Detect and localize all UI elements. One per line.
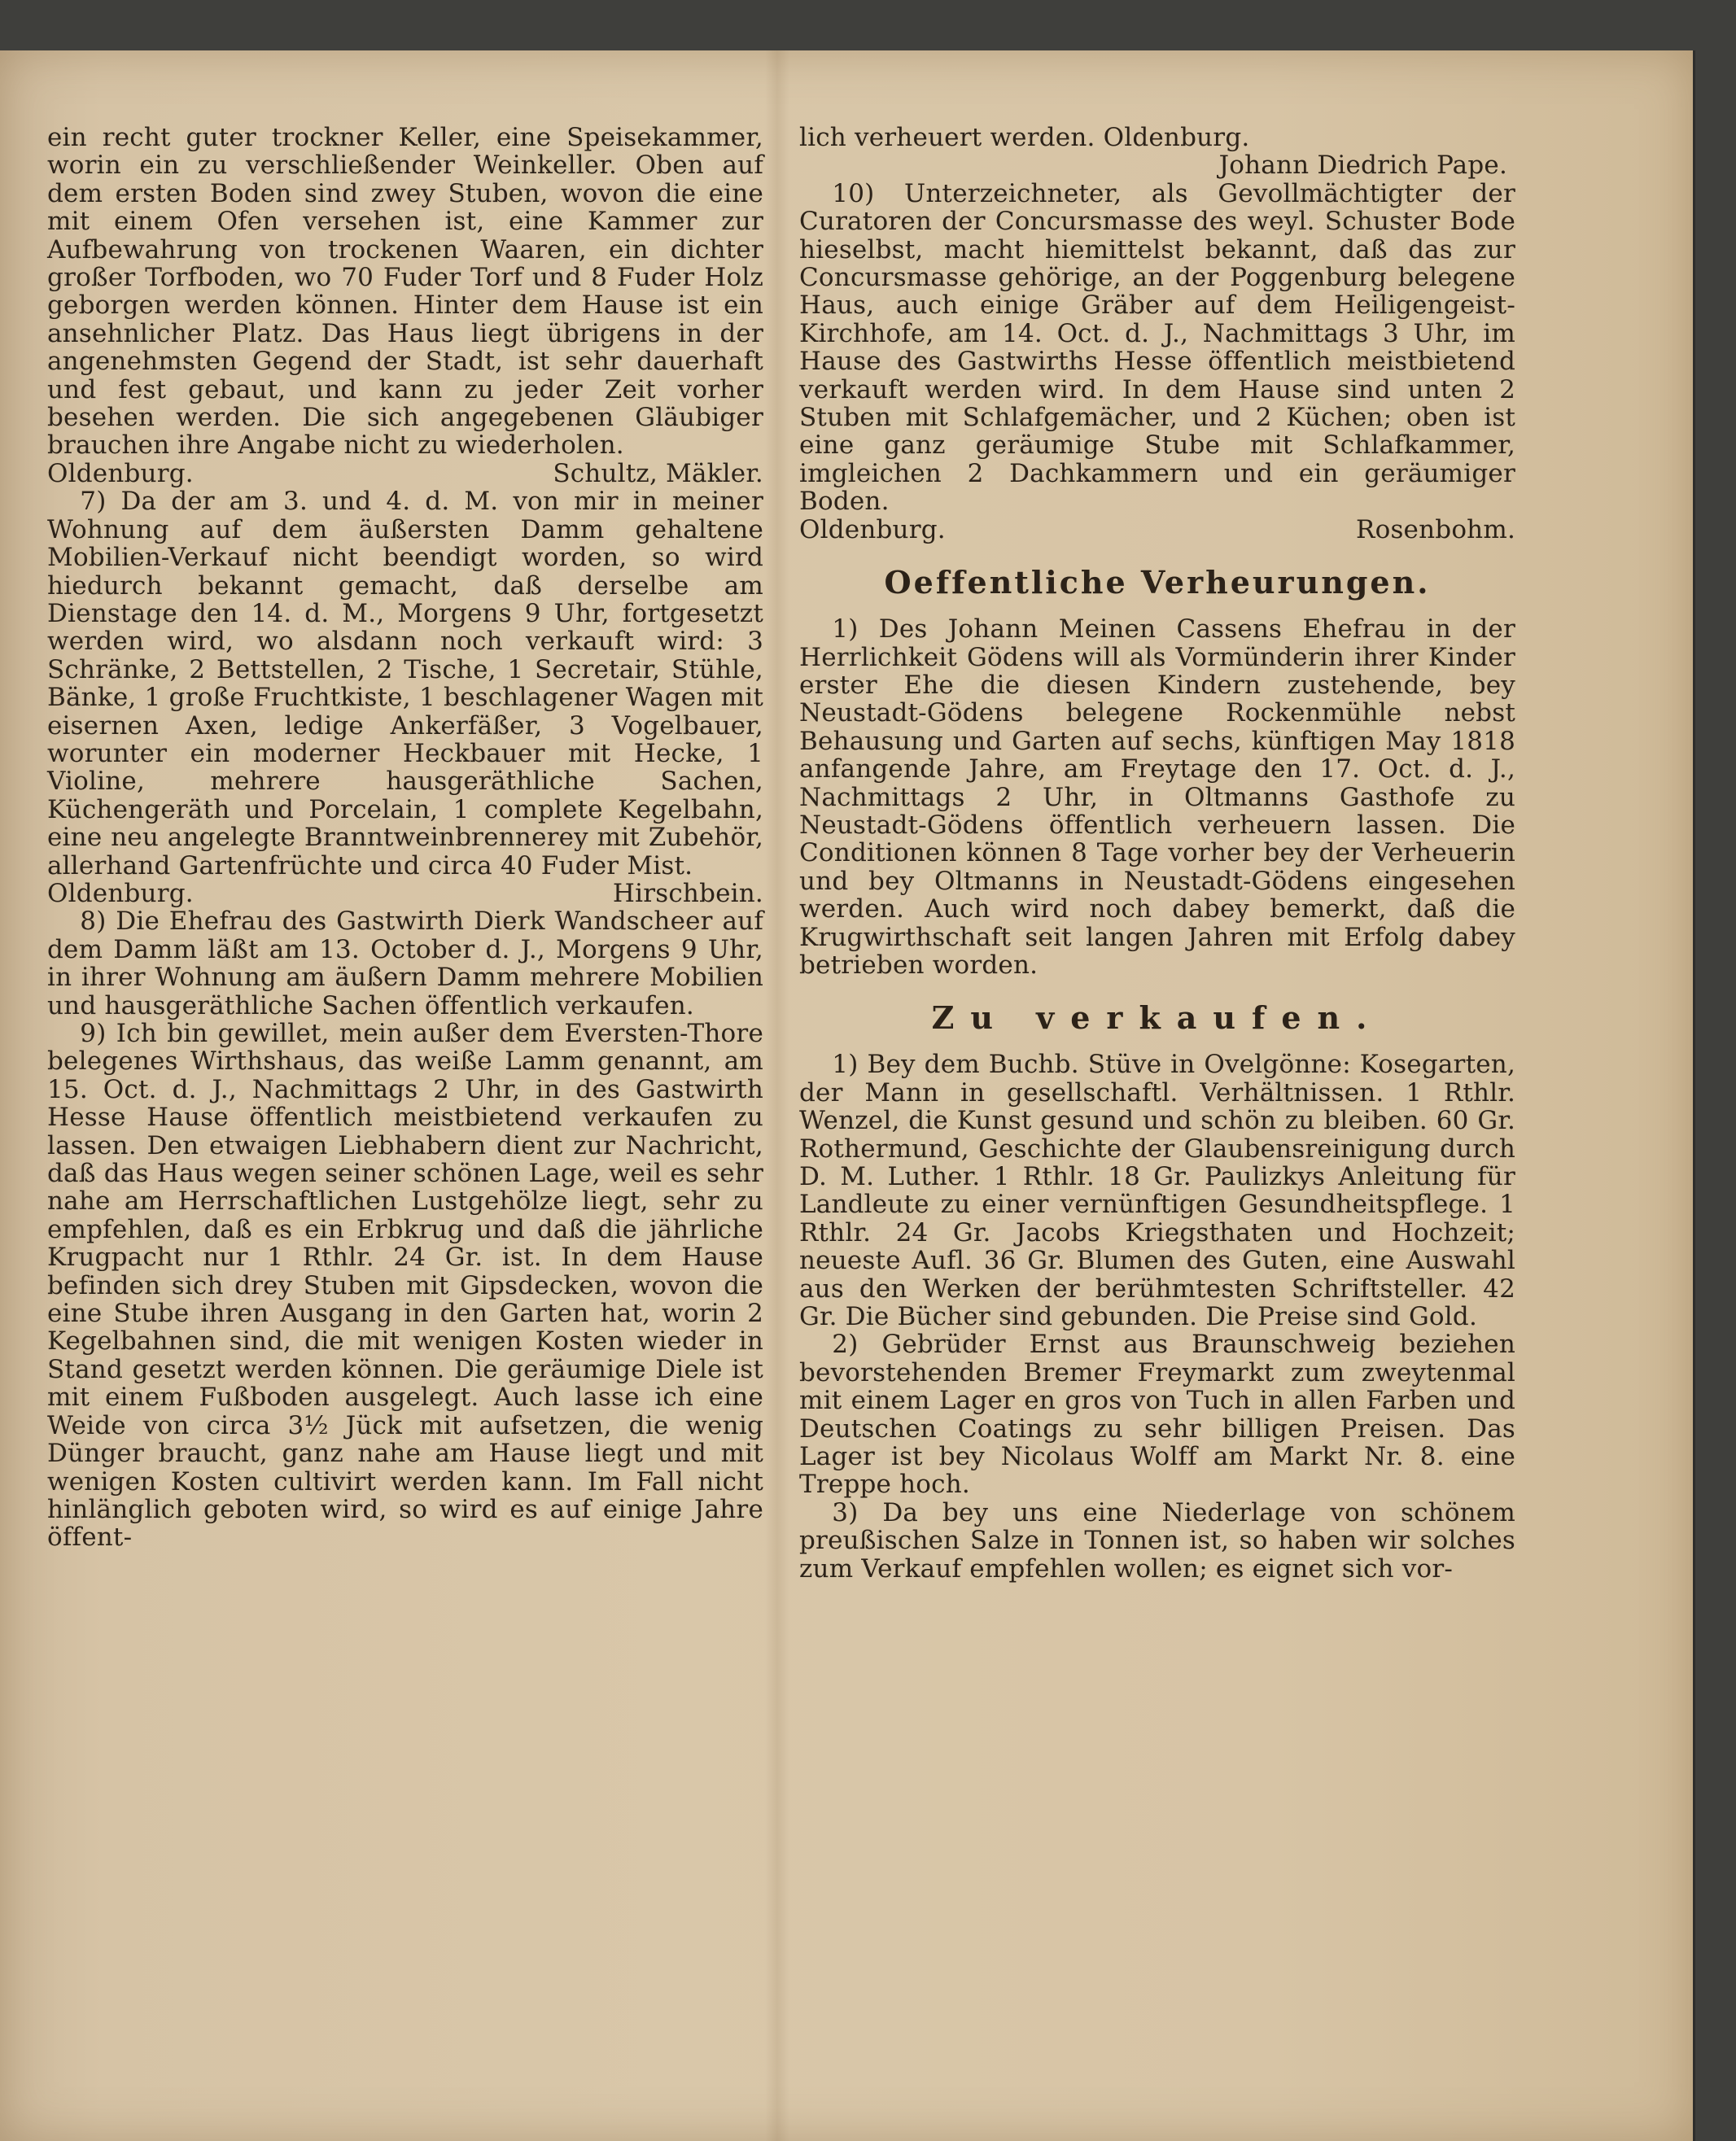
notice-paragraph: 2) Gebrüder Ernst aus Braunschweig beziehen bevorstehenden Bremer Freymarkt zum zweytenmal mit einem Lager en gros von Tuch in allen Farben und Deutschen Coatings zu sehr billigen Preisen. Das Lager ist bey Nicolaus Wolff am Markt Nr. 8. eine Treppe hoch. (799, 1330, 1515, 1500)
notice-paragraph: ein recht guter trockner Keller, eine Speisekammer, worin ein zu verschließender Weinkeller. Oben auf dem ersten Boden sind zwey Stuben, wovon die eine mit einem Ofen versehen ist, eine Kammer zur Aufbewahrung von trockenen Waaren, ein dichter großer Torfboden, wo 70 Fuder Torf und 8 Fuder Holz geborgen werden können. Hinter dem Hause ist ein ansehnlicher Platz. Das Haus liegt übrigens in der angenehmsten Gegend der Stadt, ist sehr dauerhaft und fest gebaut, und kann zu jeder Zeit vorher besehen werden. Die sich angegebenen Gläubiger brauchen ihre Angabe nicht zu wiederholen. (47, 123, 763, 461)
signature-line (47, 880, 763, 907)
notice-paragraph: 1) Bey dem Buchb. Stüve in Ovelgönne: Kosegarten, der Mann in gesellschaftl. Verhältnissen. 1 Rthlr. Wenzel, die Kunst gesund und schön zu bleiben. 60 Gr. Rothermund, Geschichte der Glaubensreinigung durch D. M. Luther. 1 Rthlr. 18 Gr. Paulizkys Anleitung für Landleute zu einer vernünftigen Gesundheitspflege. 1 Rthlr. 24 Gr. Jacobs Kriegsthaten und Hochzeit; neueste Aufl. 36 Gr. Blumen des Guten, eine Auswahl aus den Werken der berühmtesten Schriftsteller. 42 Gr. Die Bücher sind gebunden. Die Preise sind Gold. (799, 1050, 1515, 1332)
signature-place: Oldenburg. (799, 514, 946, 544)
notice-paragraph: 8) Die Ehefrau des Gastwirth Dierk Wandscheer auf dem Damm läßt am 13. October d. J., Morgens 9 Uhr, in ihrer Wohnung am äußern Damm mehrere Mobilien und hausgeräthliche Sachen öffentlich verkaufen. (47, 907, 763, 1020)
signature-name: Hirschbein. (612, 878, 763, 908)
signature-line (799, 516, 1515, 544)
right-column (799, 124, 1515, 1583)
section-heading: Oeffentliche Verheurungen. (884, 564, 1431, 601)
notice-paragraph: 1) Des Johann Meinen Cassens Ehefrau in der Herrlichkeit Gödens will als Vormünderin ihrer Kinder erster Ehe die diesen Kindern zustehende, bey Neustadt-Gödens belegene Rockenmühle nebst Behausung und Garten auf sechs, künftigen May 1818 anfangende Jahre, am Freytage den 17. Oct. d. J., Nachmittags 2 Uhr, in Oltmanns Gasthofe zu Neustadt-Gödens öffentlich verheuern lassen. Die Conditionen können 8 Tage vorher bey der Verheuerin und bey Oltmanns in Neustadt-Gödens eingesehen werden. Auch wird noch dabey bemerkt, daß die Krugwirthschaft seit langen Jahren mit Erfolg dabey betrieben worden. (799, 614, 1515, 980)
left-column (47, 124, 763, 1552)
signature-name: Rosenbohm. (1356, 514, 1515, 544)
signature-name: Schultz, Mäkler. (553, 458, 763, 488)
notice-paragraph: 7) Da der am 3. und 4. d. M. von mir in meiner Wohnung auf dem äußersten Damm gehaltene Mobilien-Verkauf nicht beendigt worden, so wird hiedurch bekannt gemacht, daß derselbe am Dienstage den 14. d. M., Morgens 9 Uhr, fortgesetzt werden wird, wo alsdann noch verkauft wird: 3 Schränke, 2 Bettstellen, 2 Tische, 1 Secretair, Stühle, Bänke, 1 große Fruchtkiste, 1 beschlagener Wagen mit eisernen Axen, ledige Ankerfäßer, 3 Vogelbauer, worunter ein moderner Heckbauer mit Hecke, 1 Violine, mehrere hausgeräthliche Sachen, Küchengeräth und Porcelain, 1 complete Kegelbahn, eine neu angelegte Branntweinbrennerey mit Zubehör, allerhand Gartenfrüchte und circa 40 Fuder Mist. (47, 487, 763, 880)
signature-line (799, 151, 1515, 179)
signature-place: Oldenburg. (47, 458, 194, 488)
notice-paragraph: lich verheuert werden. Oldenburg. (799, 123, 1250, 152)
notice-paragraph: 9) Ich bin gewillet, mein außer dem Eversten-Thore belegenes Wirthshaus, das weiße Lamm genannt, am 15. Oct. d. J., Nachmittags 2 Uhr, in des Gastwirth Hesse Hause öffentlich meistbietend verkaufen zu lassen. Den etwaigen Liebhabern dient zur Nachricht, daß das Haus wegen seiner schönen Lage, weil es sehr nahe am Herrschaftlichen Lustgehölze liegt, sehr zu empfehlen, daß es ein Erbkrug und daß die jährliche Krugpacht nur 1 Rthlr. 24 Gr. ist. In dem Hause befinden sich drey Stuben mit Gipsdecken, wovon die eine Stube ihren Ausgang in den Garten hat, worin 2 Kegelbahnen sind, die mit wenigen Kosten wieder in Stand gesetzt werden können. Die geräumige Diele ist mit einem Fußboden ausgelegt. Auch lasse ich eine Weide von circa 3½ Jück mit aufsetzen, die wenig Dünger braucht, ganz nahe am Hause liegt und mit wenigen Kosten cultivirt werden kann. Im Fall nicht hinlänglich geboten wird, so wird es auf einige Jahre öffent- (47, 1019, 763, 1553)
notice-paragraph: 10) Unterzeichneter, als Gevollmächtigter der Curatoren der Concursmasse des weyl. Schuster Bode hieselbst, macht hiemittelst bekannt, daß das zur Concursmasse gehörige, an der Poggenburg belegene Haus, auch einige Gräber auf dem Heiligengeist-Kirchhofe, am 14. Oct. d. J., Nachmittags 3 Uhr, im Hause des Gastwirths Hesse öffentlich meistbietend verkauft werden wird. In dem Hause sind unten 2 Stuben mit Schlafgemächer, und 2 Küchen; oben ist eine ganz geräumige Stube mit Schlafkammer, imgleichen 2 Dachkammern und ein geräumiger Boden. (799, 178, 1515, 517)
newspaper-page (0, 50, 1695, 2141)
section-heading: Zu verkaufen. (931, 999, 1384, 1037)
signature-line (47, 460, 763, 487)
signature-name: Johann Diedrich Pape. (1218, 151, 1507, 181)
notice-paragraph: 3) Da bey uns eine Niederlage von schönem preußischen Salze in Tonnen ist, so haben wir solches zum Verkauf empfehlen wollen; es eignet sich vor- (799, 1497, 1515, 1584)
signature-place: Oldenburg. (47, 878, 194, 908)
page-fold (765, 50, 789, 2141)
